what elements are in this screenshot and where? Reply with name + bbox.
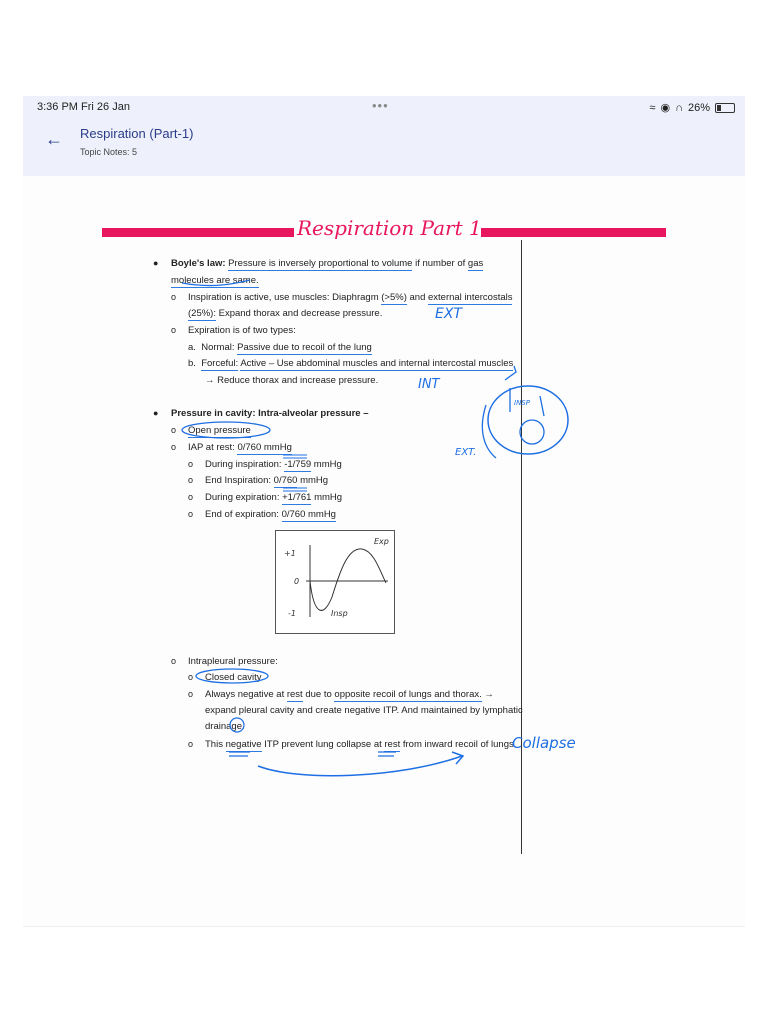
- intrapleural-line-3: drainage.: [205, 721, 245, 732]
- sub-bullet: o: [171, 292, 177, 302]
- sub-bullet: o: [171, 425, 177, 435]
- note-heading: Respiration Part 1: [297, 216, 482, 240]
- sub-sub-bullet: o: [188, 689, 194, 699]
- intrapleural-line-1: Always negative at rest due to opposite recoil of lungs and thorax. →: [205, 689, 494, 700]
- boyles-line-1: Boyle's law: Pressure is inversely proportional to volume if number of gas: [171, 258, 484, 269]
- back-arrow-icon[interactable]: ←: [45, 129, 63, 149]
- graph-plus-label: +1: [284, 549, 296, 558]
- open-pressure-oval: [182, 422, 270, 438]
- inspiration-line-2: (25%): Expand thorax and decrease pressure.: [188, 308, 383, 319]
- intrapleural-line-2: expand pleural cavity and create negative ITP. And maintained by lymphatic: [205, 705, 523, 716]
- intrapleural-heading: Intrapleural pressure:: [188, 656, 278, 667]
- sub-sub-bullet: o: [188, 459, 194, 469]
- graph-insp-label: Insp: [331, 609, 348, 618]
- sub-sub-bullet: o: [188, 739, 194, 749]
- multitask-dots[interactable]: •••: [372, 98, 389, 113]
- handwritten-ext-2: EXT.: [455, 447, 477, 458]
- intrapleural-line-4: This negative ITP prevent lung collapse at rest from inward recoil of lungs.: [205, 739, 517, 750]
- during-expiration: During expiration: +1/761 mmHg: [205, 492, 343, 503]
- double-underline: [229, 752, 250, 756]
- lung-inner-icon: [520, 420, 544, 444]
- long-arrow-icon: [258, 756, 462, 776]
- drainage-circle: [230, 718, 244, 732]
- graph-minus-label: -1: [288, 609, 296, 618]
- during-inspiration: During inspiration: -1/759 mmHg: [205, 459, 342, 470]
- end-of-expiration: End of expiration: 0/760 mmHg: [205, 509, 336, 520]
- end-inspiration: End Inspiration: 0/760 mmHg: [205, 475, 329, 486]
- double-underline: [378, 752, 396, 756]
- expiration-types: Expiration is of two types:: [188, 325, 296, 336]
- open-pressure: Open pressure: [188, 425, 251, 436]
- sub-sub-bullet: o: [188, 475, 194, 485]
- double-underline: [283, 488, 307, 491]
- graph-exp-label: Exp: [374, 537, 389, 546]
- sub-sub-bullet: o: [188, 492, 194, 502]
- ink-underline: [182, 280, 250, 286]
- bullet: ●: [153, 408, 159, 418]
- bullet: ●: [153, 258, 159, 268]
- location-icon: ◉: [660, 102, 671, 114]
- boyles-line-2: molecules are same.: [171, 275, 259, 286]
- status-time: 3:36 PM Fri 26 Jan: [37, 101, 130, 113]
- closed-cavity-oval: [196, 669, 268, 683]
- iap-at-rest: IAP at rest: 0/760 mmHg: [188, 442, 292, 453]
- arrow-down-icon: [510, 388, 544, 416]
- handwritten-ext: EXT: [435, 306, 462, 322]
- handwritten-int: INT: [418, 377, 440, 392]
- topic-notes-count: Topic Notes: 5: [80, 147, 138, 157]
- battery-percent: 26%: [687, 101, 710, 114]
- handwritten-insp: INSP: [514, 399, 530, 407]
- double-underline: [283, 455, 307, 458]
- sub-bullet: o: [171, 656, 177, 666]
- page-title: Respiration (Part-1): [80, 126, 194, 141]
- closed-cavity: Closed cavity: [205, 672, 262, 683]
- sub-bullet: o: [171, 442, 177, 452]
- reduce-thorax-line: → Reduce thorax and increase pressure.: [205, 375, 379, 386]
- cavity-heading: Pressure in cavity: Intra-alveolar pressure –: [171, 408, 369, 419]
- graph-zero-label: 0: [294, 577, 300, 586]
- wifi-icon: ≈: [649, 101, 656, 114]
- handwritten-collapse: Collapse: [512, 734, 576, 752]
- arrow-up-right-icon: [505, 366, 516, 380]
- sub-sub-bullet: o: [188, 509, 194, 519]
- expiration-normal: a. Normal: Passive due to recoil of the lung: [188, 342, 372, 353]
- inspiration-line: Inspiration is active, use muscles: Diaphragm (>5%) and external intercostals: [188, 292, 513, 303]
- headphones-icon: ∩: [675, 101, 683, 114]
- sub-bullet: o: [171, 325, 177, 335]
- expiration-forceful: b. Forceful: Active – Use abdominal muscles and internal intercostal muscles: [188, 358, 514, 369]
- sub-sub-bullet: o: [188, 672, 194, 682]
